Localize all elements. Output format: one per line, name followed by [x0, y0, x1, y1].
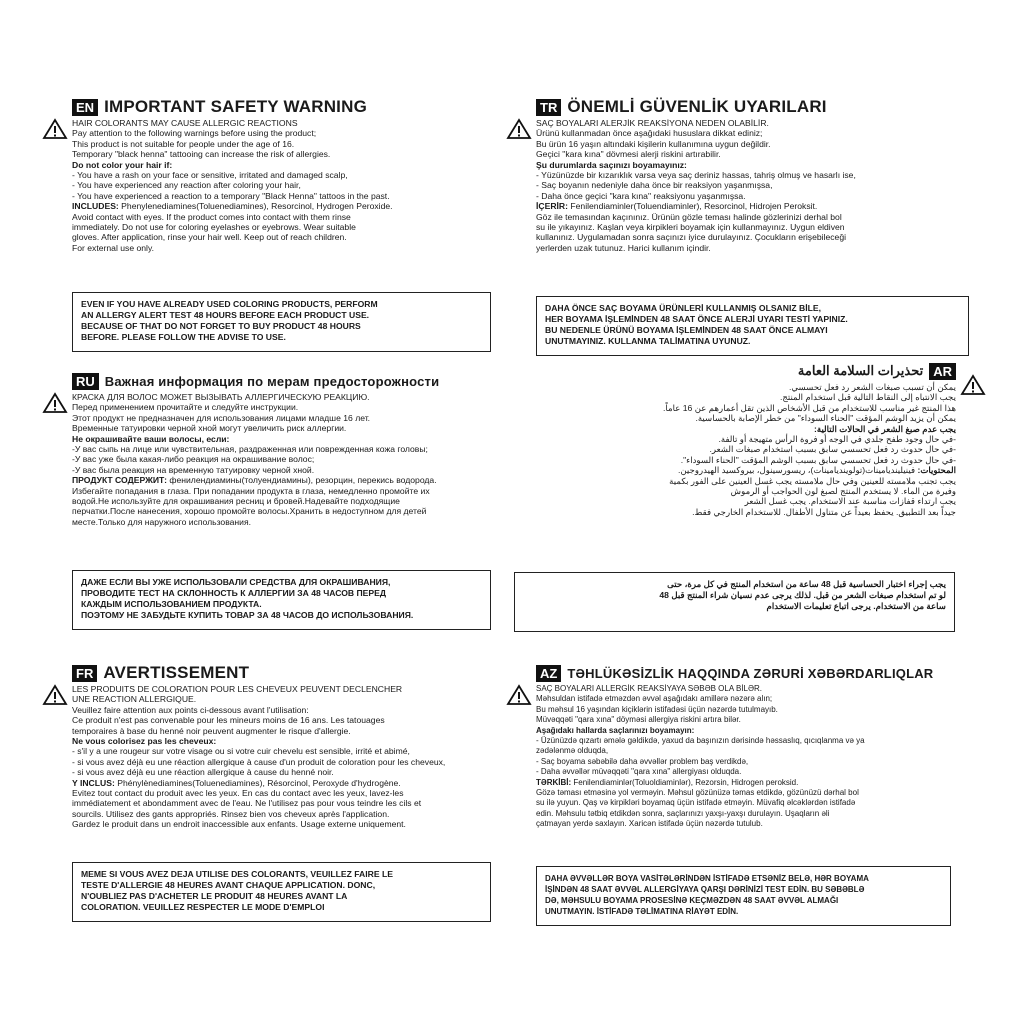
- do-not-heading: Şu durumlarda saçınızı boyamayınız:: [536, 159, 687, 170]
- allergy-test-notice: ДАЖЕ ЕСЛИ ВЫ УЖЕ ИСПОЛЬЗОВАЛИ СРЕДСТВА ДЛЯ ОКРАШИВАНИЯ, ПРОВОДИТЕ ТЕСТ НА СКЛОННОСТЬ К АЛЛЕРГИИ ЗА 48 ЧАСОВ ПЕРЕД КАЖДЫМ ИСПОЛЬЗОВАНИЕМ ПРОДУКТА. ПОЭТОМУ НЕ ЗАБУДЬТЕ КУПИТЬ ТОВАР ЗА 48 ЧАСОВ ДО ИСПОЛЬЗОВАНИЯ.: [72, 570, 491, 630]
- body-line: водой.Не используйте для окрашивания ресниц и бровей.Надевайте подходящие: [72, 496, 400, 507]
- intro-line: يمكن أن تسبب صبغات الشعر رد فعل تحسسي.: [788, 382, 956, 392]
- body-line: Göz ile temasından kaçınınız. Ürünün gözle teması halinde gözlerinizi derhal bol: [536, 211, 842, 222]
- section-title: تحذيرات السلامة العامة: [797, 363, 924, 378]
- intro-line: هذا المنتج غير مناسب للاستخدام من قبل الأشخاص الذين تقل أعمارهم عن 16 عاماً.: [663, 402, 956, 413]
- body-line: перчатки.После нанесения, хорошо промойте волосы.Хранить в недоступном для детей: [72, 506, 427, 517]
- intro-line: Pay attention to the following warnings before using the product;: [72, 128, 317, 139]
- bullet: -У вас была реакция на временную татуировку черной хной.: [72, 464, 315, 475]
- body-line: Evitez tout contact du produit avec les yeux. En cas du contact avec les yeux, lavez-les: [72, 788, 404, 799]
- intro-line: Geçici "kara kına" dövmesi alerji riskini artırabilir.: [536, 149, 721, 160]
- allergy-test-notice: يجب إجراء اختبار الحساسية قبل 48 ساعة من استخدام المنتج في كل مرة، حتى لو تم استخدام صبغات الشعر من قبل. لذلك يرجى عدم نسيان شراء المنتج قبل 48 ساعة من الاستخدام. يرجى اتباع تعليمات الاستخدام: [514, 572, 955, 632]
- includes-label: TƏRKİBİ:: [536, 777, 572, 787]
- section-tr: [536, 96, 986, 253]
- subtitle: КРАСКА ДЛЯ ВОЛОС МОЖЕТ ВЫЗЫВАТЬ АЛЛЕРГИЧЕСКУЮ РЕАКЦИЮ.: [72, 392, 370, 402]
- body-line: Gardez le produit dans un endroit inaccessible aux enfants. Usage externe uniquement.: [72, 819, 406, 830]
- bullet: - Daha önce geçici "kara kına" reaksiyonu yaşanmışsa.: [536, 190, 746, 201]
- intro-line: Temporary "black henna" tattooing can increase the risk of allergies.: [72, 149, 331, 160]
- intro-line: يجب الانتباه إلى النقاط التالية قبل استخدام المنتج.: [779, 392, 956, 403]
- intro-line: Перед применением прочитайте и следуйте инструкции.: [72, 402, 299, 413]
- intro-line: This product is not suitable for people under the age of 16.: [72, 138, 295, 149]
- body-line: يجب تجنب ملامسته للعينين وفي حال ملامسته يجب غسل العينين على الفور بكمية: [669, 475, 956, 486]
- bullet: - Yüzünüzde bir kızarıklık varsa veya saç deriniz hassas, tahriş olmuş ve hasarlı ise,: [536, 170, 856, 181]
- bullet: - Daha əvvəllər müvəqqəti "qara xına" allergiyası olduqda.: [536, 767, 742, 777]
- allergy-test-notice: DAHA ƏVVƏLLƏR BOYA VASİTƏLƏRİNDƏN İSTİFADƏ ETSƏNİZ BELƏ, HƏR BOYAMA İŞİNDƏN 48 SAAT ƏVVƏL ALLERGİYAYA QARŞI DƏRİNİZİ TEST EDİN. BU SƏBƏBLƏ DƏ, MƏHSULU BOYAMA PROSESİNƏ KEÇMƏZDƏN 48 SAAT ƏVVƏL ALMAĞI UNUTMAYIN. İSTİFADƏ TƏLİMATINA RİAYƏT EDİN.: [536, 866, 951, 926]
- section-ar: [516, 360, 956, 517]
- intro-line: Ce produit n'est pas convenable pour les mineurs moins de 16 ans. Les tatouages: [72, 715, 385, 726]
- bullet: - Üzünüzdə qızartı əmələ gəldikdə, yaxud da başınızın dərisində həssaslıq, qıcıqlanma və ya: [536, 736, 865, 746]
- body-line: çatmayan yerdə saxlayın. Xaricən istifadə üçün nəzərdə tutulub.: [536, 819, 763, 829]
- body-line: جيداً بعد التطبيق. يحفظ بعيداً عن متناول الأطفال. للاستخدام الخارجي فقط.: [692, 506, 956, 517]
- includes-text: Fenilendiaminler(Toluendiaminler), Resorcinol, Hidrojen Peroksit.: [568, 201, 818, 212]
- body-line: sourcils. Utilisez des gants appropriés. Rinsez bien vos cheveux après l'application.: [72, 808, 390, 819]
- bullet: - si vous avez déjà eu une réaction allergique à cause du henné noir.: [72, 767, 334, 778]
- bullet: -У вас уже была какая-либо реакция на окрашивание волос;: [72, 454, 315, 465]
- body-line: يجب ارتداء قفازات مناسبة عند الاستخدام. يجب غسل الشعر: [744, 496, 956, 507]
- includes-text: Fenilendiaminlər(Toluoldiaminlər), Rezorsin, Hidrogen peroksid.: [571, 777, 799, 787]
- language-badge: AR: [929, 363, 956, 380]
- subtitle: HAIR COLORANTS MAY CAUSE ALLERGIC REACTIONS: [72, 118, 298, 128]
- language-badge: RU: [72, 373, 99, 390]
- subtitle: SAÇ BOYALARI ALERJİK REAKSİYONA NEDEN OLABİLİR.: [536, 118, 769, 128]
- includes-label: INCLUDES:: [72, 201, 119, 212]
- intro-line: temporaires à base du henné noir peuvent augmenter le risque d'allergie.: [72, 725, 351, 736]
- body-line: kullanınız. Uygulamadan sonra saçınızı iyice durulayınız. Çocukların erişebileceği: [536, 232, 847, 243]
- body-line: su ile yıkayınız. Kaşlan veya kirpikleri boyamak için kullanmayınız. Uygun eldiven: [536, 222, 845, 233]
- language-badge: TR: [536, 99, 561, 116]
- warning-triangle-icon: [42, 118, 68, 140]
- bullet: -في حال حدوث رد فعل تحسسي سابق بسبب الوشم المؤقت "الحناء السوداء".: [680, 454, 956, 465]
- body-line: Gözə təması etməsinə yol verməyin. Məhsul gözünüzə təmas etdikdə, gözünüzü dərhal bol: [536, 788, 859, 798]
- body-line: edin. Məhsulu tətbiq etdikdən sonra, saçlarınızı yaxşı-yaxşı durulayın. Uşaqların əli: [536, 808, 830, 818]
- includes-label: المحتويات:: [917, 465, 956, 476]
- bullet: -У вас сыпь на лице или чувствительная, раздраженная или поврежденная кожа головы;: [72, 444, 428, 455]
- body-line: Avoid contact with eyes. If the product comes into contact with them rinse: [72, 211, 351, 222]
- body-line: yerlerden uzak tutunuz. Harici kullanım içindir.: [536, 242, 711, 253]
- do-not-heading: Aşağıdakı hallarda saçlarınızı boyamayın:: [536, 725, 695, 735]
- allergy-test-notice: DAHA ÖNCE SAÇ BOYAMA ÜRÜNLERİ KULLANMIŞ OLSANIZ BİLE, HER BOYAMA İŞLEMİNDEN 48 SAAT ÖNCE ALERJİ UYARI TESTİ YAPINIZ. BU NEDENLE ÜRÜNÜ BOYAMA İŞLEMİNDEN 48 SAAT ÖNCE ALMAYI UNUTMAYINIZ. KULLANMA TALİMATINA UYUNUZ.: [536, 296, 969, 356]
- intro-line: Veuillez faire attention aux points ci-dessous avant l'utilisation:: [72, 704, 309, 715]
- language-badge: AZ: [536, 665, 561, 682]
- section-en: [72, 96, 522, 253]
- subtitle: LES PRODUITS DE COLORATION POUR LES CHEVEUX PEUVENT DECLENCHER UNE REACTION ALLERGIQUE.: [72, 684, 403, 705]
- subtitle: SAÇ BOYALARI ALLERGİK REAKSİYAYA SƏBƏB OLA BİLƏR.: [536, 684, 762, 693]
- includes-label: İÇERİR:: [536, 201, 568, 212]
- bullet: - si vous avez déjà eu une réaction allergique à cause d'un produit de coloration pour les cheveux,: [72, 756, 446, 767]
- body-line: gloves. After application, rinse your hair well. Keep out of reach children.: [72, 232, 347, 243]
- warning-triangle-icon: [42, 684, 68, 706]
- bullet: -في حال وجود طفح جلدي في الوجه أو فروة الرأس متهيجة أو تالفة.: [718, 434, 956, 445]
- body-line: Избегайте попадания в глаза. При попадании продукта в глаза, немедленно промойте их: [72, 485, 430, 496]
- body-line: وفيرة من الماء. لا يستخدم المنتج لصبغ لون الحواجب أو الرموش: [730, 486, 956, 497]
- language-badge: EN: [72, 99, 98, 116]
- bullet: - s'il y a une rougeur sur votre visage ou si votre cuir chevelu est sensible, irrité et abimé,: [72, 746, 410, 757]
- warning-triangle-icon: [42, 392, 68, 414]
- body-line: For external use only.: [72, 242, 154, 253]
- section-title: AVERTISSEMENT: [103, 663, 250, 682]
- bullet: zədələnmə olduqda,: [536, 746, 609, 756]
- section-ru: [72, 370, 522, 527]
- body-line: месте.Только для наружного использования.: [72, 516, 252, 527]
- bullet: - Saç boyanın nedeniyle daha önce bir reaksiyon yaşanmışsa,: [536, 180, 773, 191]
- warning-triangle-icon: [506, 684, 532, 706]
- intro-line: يمكن أن يزيد الوشم المؤقت "الحناء السوداء" من خطر الإصابة بالحساسية.: [695, 413, 956, 424]
- intro-line: Müvəqqəti "qara xına" döyməsi allergiya riskini artıra bilər.: [536, 715, 741, 725]
- intro-line: Временные татуировки черной хной могут увеличить риск аллергии.: [72, 423, 347, 434]
- includes-label: Y INCLUS:: [72, 777, 115, 788]
- includes-label: ПРОДУКТ СОДЕРЖИТ:: [72, 475, 168, 486]
- allergy-test-notice: MEME SI VOUS AVEZ DEJA UTILISE DES COLORANTS, VEUILLEZ FAIRE LE TESTE D'ALLERGIE 48 HEURES AVANT CHAQUE APPLICATION. DONC, N'OUBLIEZ PAS D'ACHETER LE PRODUIT 48 HEURES AVANT LA COLORATION. VEUILLEZ RESPECTER LE MODE D'EMPLOI: [72, 862, 491, 922]
- intro-line: Bu məhsul 16 yaşından kiçiklərin istifadəsi üçün nəzərdə tutulmayıb.: [536, 704, 778, 714]
- includes-text: فينيلينديامينات(تولوينديامينات)، ريسورسينول، بيروكسيد الهيدروجين.: [678, 465, 918, 476]
- body-line: immédiatement et abondamment avec de l'eau. Ne l'utilisez pas pour vous teindre les cils et: [72, 798, 422, 809]
- includes-text: Phenylenediamines(Toluenediamines), Resorcinol, Hydrogen Peroxide.: [118, 201, 393, 212]
- do-not-heading: Ne vous colorisez pas les cheveux:: [72, 736, 217, 747]
- intro-line: Bu ürün 16 yaşın altındaki kişilerin kullanımına uygun değildir.: [536, 138, 771, 149]
- bullet: - You have experienced a reaction to a temporary "Black Henna" tattoos in the past.: [72, 190, 390, 201]
- bullet: -في حال حدوث رد فعل تحسسي سابق بسبب استخدام صبغات الشعر.: [709, 444, 956, 455]
- do-not-heading: Do not color your hair if:: [72, 159, 173, 170]
- bullet: - Saç boyama səbəbilə daha əvvəllər problem baş verdikdə,: [536, 756, 749, 766]
- do-not-heading: Не окрашивайте ваши волосы, если:: [72, 433, 230, 444]
- warning-triangle-icon: [506, 118, 532, 140]
- includes-text: фенилендиамины(толуендиамины), резорцин, перекись водорода.: [167, 475, 437, 486]
- section-fr: [72, 662, 522, 830]
- bullet: - You have experienced any reaction after coloring your hair,: [72, 180, 301, 191]
- allergy-test-notice: EVEN IF YOU HAVE ALREADY USED COLORING PRODUCTS, PERFORM AN ALLERGY ALERT TEST 48 HOURS BEFORE EACH PRODUCT USE. BECAUSE OF THAT DO NOT FORGET TO BUY PRODUCT 48 HOURS BEFORE. PLEASE FOLLOW THE ADVISE TO USE.: [72, 292, 491, 352]
- includes-text: Phénylènediamines(Toluenediamines), Résorcinol, Peroxyde d'hydrogène.: [114, 777, 401, 788]
- language-badge: FR: [72, 665, 97, 682]
- section-title: Важная информация по мерам предосторожности: [104, 373, 440, 389]
- intro-line: Məhsuldan istifadə etməzdən əvvəl aşağıdakı amillərə nəzərə alın;: [536, 694, 773, 704]
- section-title: TƏHLÜKƏSİZLİK HAQQINDA ZƏRURİ XƏBƏRDARLIQLAR: [567, 665, 934, 681]
- bullet: - You have a rash on your face or sensitive, irritated and damaged scalp,: [72, 170, 348, 181]
- section-title: IMPORTANT SAFETY WARNING: [104, 97, 368, 116]
- intro-line: Этот продукт не предназначен для использования лицами младше 16 лет.: [72, 412, 371, 423]
- do-not-heading: يجب عدم صبغ الشعر في الحالات التالية:: [813, 423, 956, 434]
- body-line: su ilə yuyun. Qaş və kirpikləri boyamaq üçün istifadə etməyin. Müvafiq əlcəklərdən istifadə: [536, 798, 856, 808]
- body-line: immediately. Do not use for coloring eyelashes or eyebrows. Wear suitable: [72, 222, 356, 233]
- warning-triangle-icon: [960, 374, 986, 396]
- intro-line: Ürünü kullanmadan önce aşağıdaki hususlara dikkat ediniz;: [536, 128, 763, 139]
- section-az: [536, 662, 956, 830]
- section-title: ÖNEMLİ GÜVENLİK UYARILARI: [567, 97, 827, 116]
